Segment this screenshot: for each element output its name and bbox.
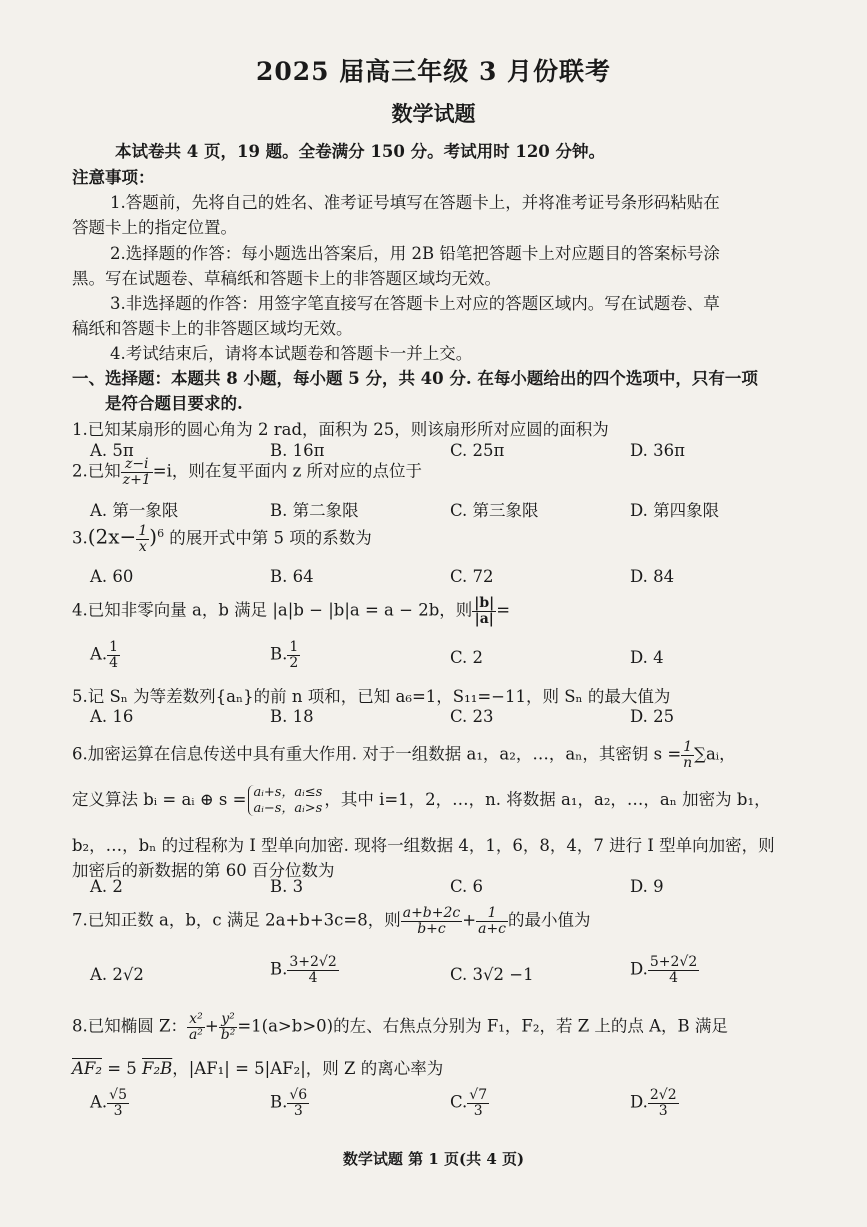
q7-f1-num: a+b+2c xyxy=(402,905,461,921)
section-1-heading-cont: 是符合题目要求的. xyxy=(105,394,243,413)
q8-c-den: 3 xyxy=(473,1102,483,1119)
question-1-stem: 1.已知某扇形的圆心角为 2 rad，面积为 25，则该扇形所对应圆的面积为 xyxy=(72,420,609,439)
q3-exponent: 6 xyxy=(157,527,165,541)
q7-option-a: A. 2√2 xyxy=(90,965,144,984)
section-1-heading: 一、选择题：本题共 8 小题，每小题 5 分，共 40 分. 在每小题给出的四个选项中，只有一项 xyxy=(72,369,758,388)
q4-denominator: |a| xyxy=(474,610,494,627)
q8-option-d-fraction xyxy=(648,1088,679,1118)
q3-option-a: A. 60 xyxy=(90,567,134,586)
q8-option-a-label: A. xyxy=(90,1092,108,1112)
q7-option-d xyxy=(630,955,699,985)
q2-denominator: z+1 xyxy=(122,471,151,488)
q6-fraction xyxy=(681,740,694,770)
q8-option-d-label: D. xyxy=(630,1092,648,1112)
notes-heading: 注意事项： xyxy=(72,168,155,187)
q5-option-a: A. 16 xyxy=(90,707,134,726)
q8-option-c-fraction xyxy=(467,1088,489,1118)
q7-option-d-label: D. xyxy=(630,959,648,979)
q4-option-a-label: A. xyxy=(90,644,108,664)
exam-title: 2025 届高三年级 3 月份联考 xyxy=(255,57,612,86)
q3-open: (2x− xyxy=(87,524,137,549)
q5-option-c: C. 23 xyxy=(450,707,494,726)
question-7-stem xyxy=(72,906,591,936)
q2-option-d: D. 第四象限 xyxy=(630,501,720,520)
q1-option-c: C. 25π xyxy=(450,441,505,460)
q7-d-num: 5+2√2 xyxy=(649,954,698,970)
q8-x-den: a² xyxy=(188,1026,203,1043)
q7-f1-den: b+c xyxy=(417,920,446,937)
q8-a-num: √5 xyxy=(109,1087,127,1103)
q2-numerator: z−i xyxy=(121,457,153,473)
q7-fraction-2 xyxy=(476,906,508,936)
q8-option-c xyxy=(450,1088,489,1118)
q3-fraction xyxy=(136,524,149,554)
q3-option-d: D. 84 xyxy=(630,567,675,586)
q3-close: ) xyxy=(149,524,158,549)
question-6-line-2 xyxy=(72,785,771,816)
q2-option-a: A. 第一象限 xyxy=(90,501,179,520)
q6-den: n xyxy=(683,754,693,771)
q4-pre: 4.已知非零向量 a，b 满足 |a|b − |b|a = a − 2b，则 xyxy=(72,600,473,620)
q4-numerator: |b| xyxy=(474,595,495,611)
q8-post: =1(a>b>0)的左、右焦点分别为 F₁，F₂，若 Z 上的点 A，B 满足 xyxy=(237,1016,728,1036)
q4-a-den: 4 xyxy=(109,654,119,671)
q8-option-a-fraction xyxy=(107,1088,129,1118)
q6-l2-post: ，其中 i=1，2，…，n. 将数据 a₁，a₂，…，aₙ 加密为 b₁， xyxy=(324,790,771,810)
q8-y-fraction xyxy=(219,1012,238,1042)
question-2-stem xyxy=(72,457,422,487)
q8-option-d xyxy=(630,1088,679,1118)
note-2a: 2.选择题的作答：每小题选出答案后，用 2B 铅笔把答题卡上对应题目的答案标号涂 xyxy=(110,244,720,263)
q4-option-b-label: B. xyxy=(270,644,288,664)
q5-option-b: B. 18 xyxy=(270,707,314,726)
q6-case-2: aᵢ−s，aᵢ>s xyxy=(253,800,323,816)
q3-post: 的展开式中第 5 项的系数为 xyxy=(164,528,372,548)
q7-fraction-1 xyxy=(401,906,463,936)
q6-l1: 6.加密运算在信息传送中具有重大作用. 对于一组数据 a₁，a₂，…，aₙ，其密钥 s = xyxy=(72,744,682,764)
q7-plus: + xyxy=(462,910,477,930)
q4-option-b xyxy=(270,640,300,670)
q3-option-c: C. 72 xyxy=(450,567,494,586)
exam-subtitle: 数学试题 xyxy=(391,101,476,126)
q8-x-num: x² xyxy=(187,1012,205,1028)
q8-d-num: 2√2 xyxy=(649,1087,677,1103)
q2-option-b: B. 第二象限 xyxy=(270,501,359,520)
q6-l2-pre: 定义算法 bᵢ = aᵢ ⊕ s = xyxy=(72,790,247,810)
q2-post: =i，则在复平面内 z 所对应的点位于 xyxy=(152,461,423,481)
q2-option-c: C. 第三象限 xyxy=(450,501,539,520)
q2-pre: 2.已知 xyxy=(72,461,121,481)
q4-option-d: D. 4 xyxy=(630,648,664,667)
q3-pre: 3. xyxy=(72,528,88,548)
q4-option-c: C. 2 xyxy=(450,648,484,667)
q1-option-a: A. 5π xyxy=(90,441,134,460)
question-6-line-3: b₂，…，bₙ 的过程称为 I 型单向加密. 现将一组数据 4，1，6，8，4，7 进行 I 型单向加密，则 xyxy=(72,836,775,855)
q8-b-num: √6 xyxy=(289,1087,308,1103)
q8-option-c-label: C. xyxy=(450,1092,468,1112)
q7-d-den: 4 xyxy=(669,969,679,986)
q6-sum: ∑aᵢ， xyxy=(694,744,736,764)
question-8-line-2 xyxy=(72,1055,443,1079)
q6-option-c: C. 6 xyxy=(450,877,484,896)
note-3b: 稿纸和答题卡上的非答题区域均无效。 xyxy=(72,319,353,338)
q6-option-b: B. 3 xyxy=(270,877,304,896)
note-1b: 答题卡上的指定位置。 xyxy=(72,218,237,237)
q4-option-b-fraction xyxy=(287,640,300,670)
q3-numerator: 1 xyxy=(138,523,148,539)
q4-option-a xyxy=(90,640,120,670)
q7-f2-den: a+c xyxy=(478,920,507,937)
q6-option-d: D. 9 xyxy=(630,877,664,896)
q8-vector-f2b: F₂B xyxy=(142,1059,173,1078)
q8-option-b-label: B. xyxy=(270,1092,288,1112)
q8-vector-af2: AF₂ xyxy=(72,1059,102,1078)
question-5-stem: 5.记 Sₙ 为等差数列{aₙ}的前 n 项和，已知 a₆=1，S₁₁=−11，则 Sₙ 的最大值为 xyxy=(72,687,671,706)
q6-num: 1 xyxy=(681,740,694,756)
q3-denominator: x xyxy=(138,538,147,555)
q8-y-num: y² xyxy=(219,1012,238,1028)
q8-y-den: b² xyxy=(220,1026,236,1043)
q3-option-b: B. 64 xyxy=(270,567,314,586)
question-3-stem xyxy=(72,524,372,554)
q8-option-b xyxy=(270,1088,309,1118)
q4-b-num: 1 xyxy=(289,639,299,655)
q7-option-b-label: B. xyxy=(270,959,288,979)
q1-option-d: D. 36π xyxy=(630,441,685,460)
q8-d-den: 3 xyxy=(658,1102,668,1119)
question-6-line-4: 加密后的新数据的第 60 百分位数为 xyxy=(72,861,335,880)
q8-option-a xyxy=(90,1088,129,1118)
q4-option-a-fraction xyxy=(107,640,120,670)
q8-c-num: √7 xyxy=(469,1087,488,1103)
q4-post: = xyxy=(496,600,511,620)
exam-info: 本试卷共 4 页，19 题。全卷满分 150 分。考试用时 120 分钟。 xyxy=(115,142,606,161)
note-1a: 1.答题前，先将自己的姓名、准考证号填写在答题卡上，并将准考证号条形码粘贴在 xyxy=(110,193,720,212)
q8-b-den: 3 xyxy=(293,1102,303,1119)
q8-option-b-fraction xyxy=(287,1088,309,1118)
q7-post: 的最小值为 xyxy=(508,910,591,930)
q7-pre: 7.已知正数 a，b，c 满足 2a+b+3c=8，则 xyxy=(72,910,401,930)
q7-option-b xyxy=(270,955,339,985)
question-4-stem xyxy=(72,596,510,626)
q8-plus: + xyxy=(204,1016,219,1036)
q7-b-num: 3+2√2 xyxy=(289,954,337,970)
q1-option-b: B. 16π xyxy=(270,441,325,460)
q4-a-num: 1 xyxy=(109,639,119,655)
q8-a-den: 3 xyxy=(113,1102,123,1119)
question-6-line-1 xyxy=(72,740,736,770)
q4-b-den: 2 xyxy=(289,654,299,671)
page-footer: 数学试题 第 1 页(共 4 页) xyxy=(342,1150,525,1168)
q7-f2-num: 1 xyxy=(476,906,508,922)
note-3a: 3.非选择题的作答：用签字笔直接写在答题卡上对应的答题区域内。写在试题卷、草 xyxy=(110,294,720,313)
q7-b-den: 4 xyxy=(308,969,318,986)
q4-fraction xyxy=(472,596,496,626)
q2-fraction xyxy=(121,457,153,487)
q7-option-c: C. 3√2 −1 xyxy=(450,965,534,984)
q8-l2b: = 5 xyxy=(101,1059,143,1078)
q7-option-d-fraction xyxy=(648,955,699,985)
q6-option-a: A. 2 xyxy=(90,877,123,896)
q6-piecewise xyxy=(248,785,322,816)
q8-l2d: ，|AF₁| = 5|AF₂|，则 Z 的离心率为 xyxy=(172,1059,444,1078)
q8-pre: 8.已知椭圆 Z： xyxy=(72,1016,187,1036)
q5-option-d: D. 25 xyxy=(630,707,675,726)
q6-case-1: aᵢ+s，aᵢ≤s xyxy=(253,785,323,800)
q8-x-fraction xyxy=(187,1012,205,1042)
question-8-stem xyxy=(72,1012,728,1042)
note-4: 4.考试结束后，请将本试题卷和答题卡一并上交。 xyxy=(110,344,473,363)
note-2b: 黑。写在试题卷、草稿纸和答题卡上的非答题区域均无效。 xyxy=(72,269,501,288)
q7-option-b-fraction xyxy=(287,955,338,985)
